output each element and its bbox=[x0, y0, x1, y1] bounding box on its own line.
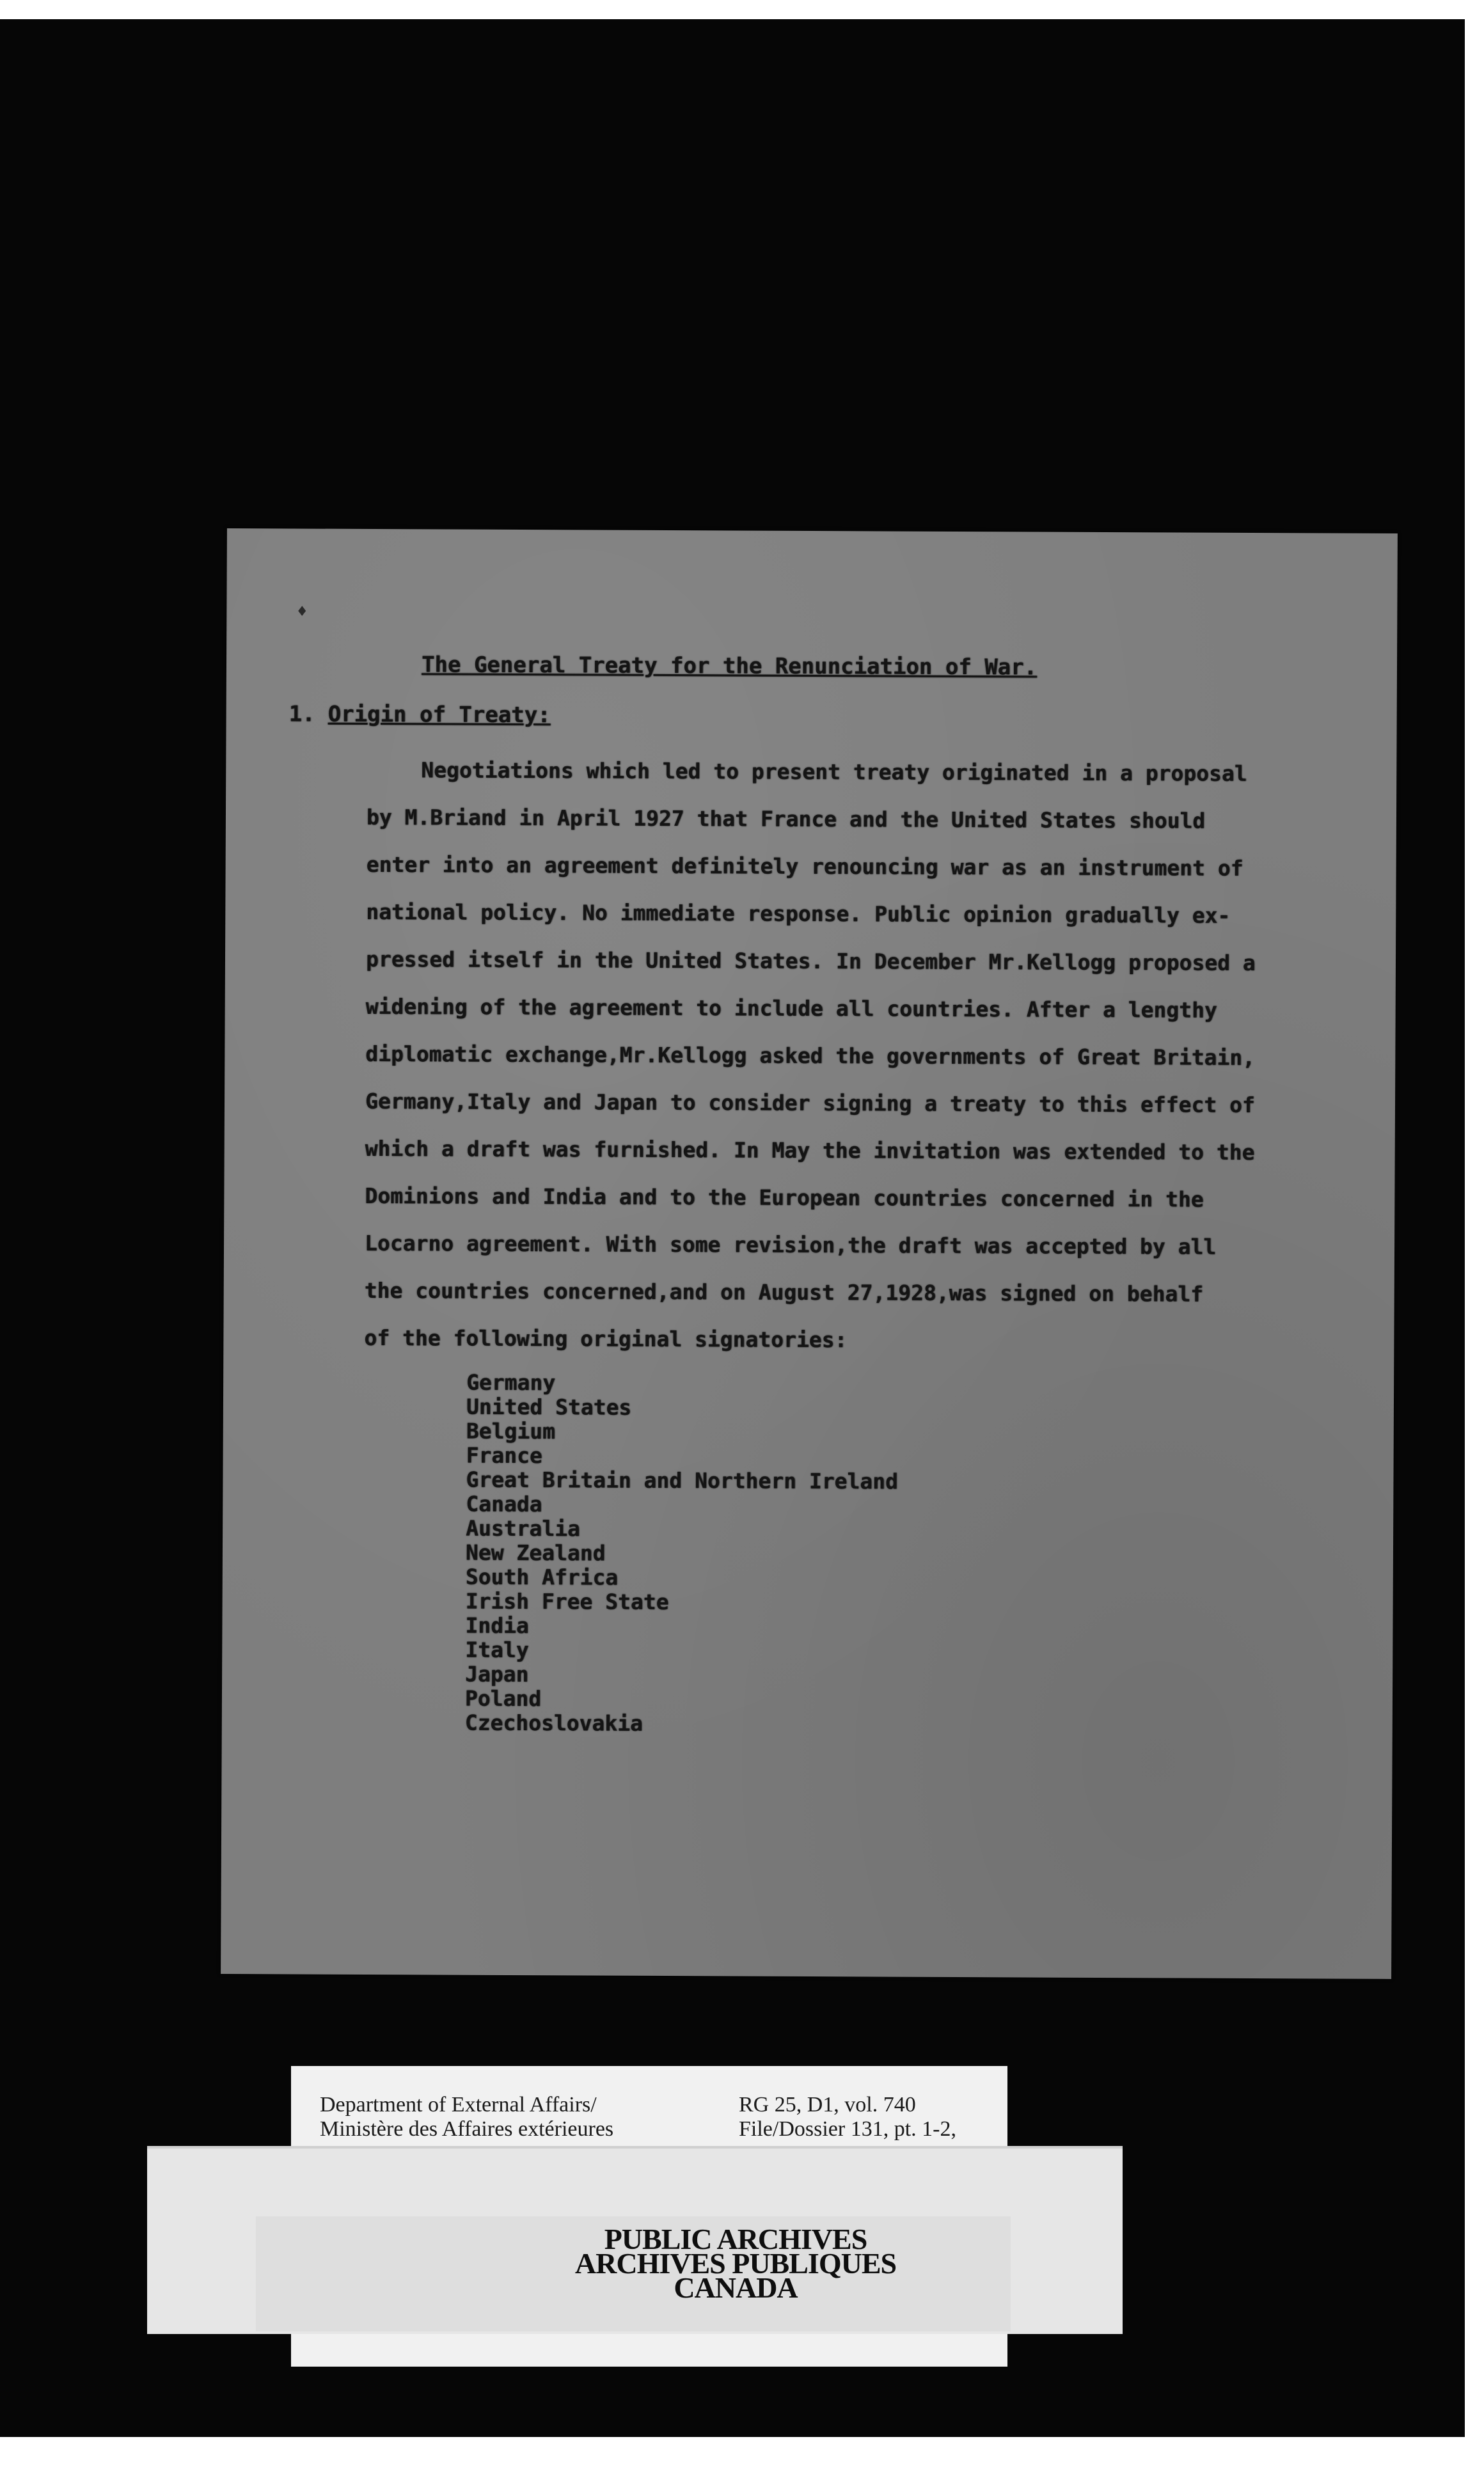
body-line: of the following original signatories: bbox=[364, 1325, 848, 1353]
body-line: which a draft was furnished. In May the invitation was extended to the bbox=[365, 1135, 1255, 1165]
signatory-item: Great Britain and Northern Ireland bbox=[466, 1467, 899, 1494]
signatory-item: Germany bbox=[466, 1369, 556, 1396]
body-line: the countries concerned,and on August 27,1928,was signed on behalf bbox=[364, 1277, 1204, 1307]
file-reference: File/Dossier 131, pt. 1-2, bbox=[739, 2117, 956, 2141]
section-title: Origin of Treaty: bbox=[328, 701, 551, 729]
signatory-item: Canada bbox=[466, 1491, 542, 1517]
archives-name-fr: ARCHIVES PUBLIQUES bbox=[574, 2247, 897, 2280]
record-group-reference: RG 25, D1, vol. 740 bbox=[739, 2093, 916, 2117]
signatory-item: India bbox=[465, 1613, 529, 1639]
signatory-item: New Zealand bbox=[465, 1540, 606, 1566]
department-name-fr: Ministère des Affaires extérieures bbox=[320, 2117, 614, 2141]
signatory-item: Japan bbox=[465, 1661, 529, 1687]
archives-name-en: PUBLIC ARCHIVES bbox=[604, 2223, 867, 2255]
body-paragraph bbox=[364, 746, 1256, 1366]
signatory-list bbox=[465, 1371, 899, 1737]
signatory-item: France bbox=[466, 1442, 542, 1469]
body-line: Dominions and India and to the European countries concerned in the bbox=[365, 1183, 1204, 1212]
signatory-item: Belgium bbox=[466, 1418, 555, 1444]
signatory-item: United States bbox=[466, 1394, 632, 1420]
body-line: pressed itself in the United States. In December Mr.Kellogg proposed a bbox=[365, 946, 1256, 976]
body-line: enter into an agreement definitely renouncing war as an instrument of bbox=[366, 851, 1243, 881]
body-line: Negotiations which led to present treaty originated in a proposal bbox=[421, 757, 1247, 786]
typed-document-page bbox=[221, 528, 1398, 1979]
body-line: Locarno agreement. With some revision,the draft was accepted by all bbox=[364, 1230, 1217, 1259]
signatory-item: Irish Free State bbox=[465, 1588, 669, 1615]
section-number: 1. bbox=[288, 701, 315, 727]
signatory-item: Australia bbox=[466, 1515, 581, 1542]
signatory-item: Italy bbox=[465, 1637, 529, 1663]
signatory-item: South Africa bbox=[465, 1564, 619, 1590]
body-line: national policy. No immediate response. Public opinion gradually ex- bbox=[366, 899, 1231, 928]
signatory-item: Czechoslovakia bbox=[464, 1710, 643, 1736]
body-line: diplomatic exchange,Mr.Kellogg asked the governments of Great Britain, bbox=[365, 1041, 1256, 1071]
document-title: The General Treaty for the Renunciation of War. bbox=[421, 652, 1038, 681]
signatory-item: Poland bbox=[464, 1685, 542, 1712]
archives-country: CANADA bbox=[674, 2271, 798, 2304]
body-line: by M.Briand in April 1927 that France and the United States should bbox=[366, 804, 1206, 833]
department-name-en: Department of External Affairs/ bbox=[320, 2093, 597, 2117]
page-mark-icon: ♦ bbox=[297, 602, 308, 622]
body-line: Germany,Italy and Japan to consider signing a treaty to this effect of bbox=[365, 1088, 1255, 1118]
section-heading bbox=[289, 701, 551, 728]
body-line: widening of the agreement to include all countries. After a lengthy bbox=[365, 993, 1217, 1023]
